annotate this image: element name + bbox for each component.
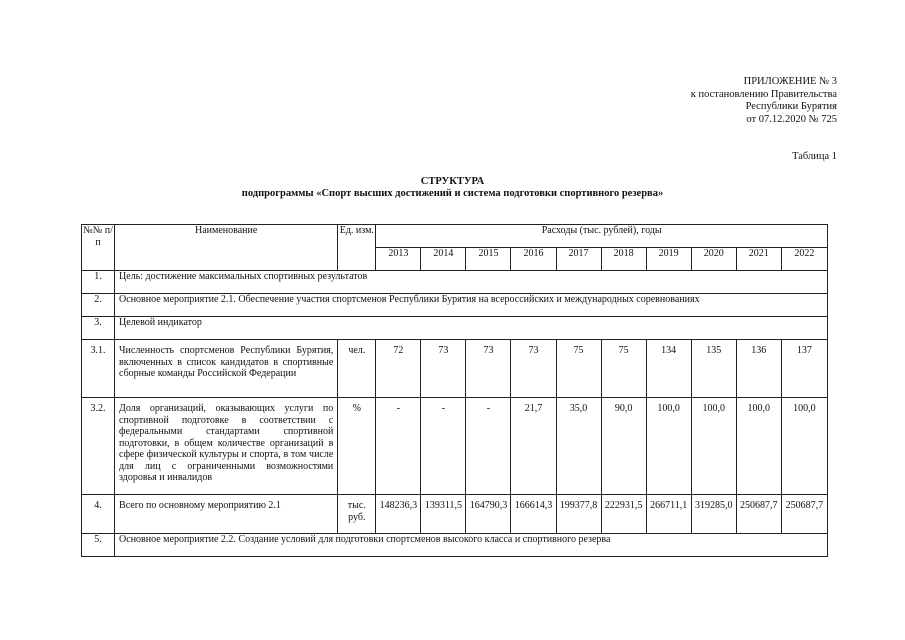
value-cell: 100,0 [691,398,736,495]
header-year: 2016 [511,248,556,271]
value-cell: 100,0 [646,398,691,495]
value-cell: 134 [646,340,691,398]
row-text: Основное мероприятие 2.1. Обеспечение участия спортсменов Республики Бурятия на всероссийских и международных соревнованиях [115,294,828,317]
row-text: Основное мероприятие 2.2. Создание условий для подготовки спортсменов высокого класса и спортивного резерва [115,534,828,557]
header-year: 2018 [601,248,646,271]
value-cell: 250687,7 [736,495,781,534]
header-year: 2020 [691,248,736,271]
value-cell: 250687,7 [781,495,827,534]
header-year: 2021 [736,248,781,271]
header-year: 2022 [781,248,827,271]
header-num: №№ п/п [82,225,115,271]
value-cell: 90,0 [601,398,646,495]
header-unit: Ед. изм. [338,225,376,271]
value-cell: 73 [466,340,511,398]
table-number-label: Таблица 1 [792,151,837,162]
title-main: СТРУКТУРА [420,176,485,187]
table-row-3-2 [82,398,828,495]
value-cell: 73 [421,340,466,398]
value-cell: 164790,3 [466,495,511,534]
structure-table [81,224,828,557]
value-cell: 222931,5 [601,495,646,534]
table-row-indicator [82,317,828,340]
row-number: 2. [82,294,115,317]
row-name: Всего по основному мероприятию 2.1 [115,495,338,534]
value-cell: - [466,398,511,495]
value-cell: 100,0 [736,398,781,495]
row-unit: тыс. руб. [338,495,376,534]
header-row [82,225,828,248]
value-cell: 75 [556,340,601,398]
table-row-activity-2-2 [82,534,828,557]
value-cell: - [376,398,421,495]
row-number: 3.2. [82,398,115,495]
header-year: 2015 [466,248,511,271]
row-name: Численность спортсменов Республики Бурятия, включенных в список кандидатов в спортивные сборные команды Российской Федерации [115,340,338,398]
value-cell: 100,0 [781,398,827,495]
header-year: 2017 [556,248,601,271]
row-number: 3.1. [82,340,115,398]
document-title [0,176,905,200]
appendix-line-resolution: к постановлению Правительства [690,88,837,100]
value-cell: 35,0 [556,398,601,495]
value-cell: 319285,0 [691,495,736,534]
appendix-title: ПРИЛОЖЕНИЕ № 3 [743,76,837,87]
header-name: Наименование [115,225,338,271]
row-number: 5. [82,534,115,557]
value-cell: 166614,3 [511,495,556,534]
row-number: 1. [82,271,115,294]
row-text: Целевой индикатор [115,317,828,340]
row-name: Доля организаций, оказывающих услуги по спортивной подготовке в соответствии с федеральными стандартами спортивной подготовки, в общем количестве организаций в сфере физической культуры и спорта, в том числе для лиц с ограниченными возможностями здоровья и инвалидов [115,398,338,495]
value-cell: 266711,1 [646,495,691,534]
value-cell: 73 [511,340,556,398]
row-number: 4. [82,495,115,534]
value-cell: 72 [376,340,421,398]
value-cell: 137 [781,340,827,398]
row-number: 3. [82,317,115,340]
appendix-block [691,76,837,126]
header-year: 2014 [421,248,466,271]
row-unit: % [338,398,376,495]
header-expenses: Расходы (тыс. рублей), годы [376,225,828,248]
value-cell: 21,7 [511,398,556,495]
table-row-3-1 [82,340,828,398]
header-year: 2019 [646,248,691,271]
appendix-line-date: от 07.12.2020 № 725 [746,113,837,125]
title-subtitle: подпрограммы «Спорт высших достижений и система подготовки спортивного резерва» [241,188,664,199]
table-row-goal [82,271,828,294]
value-cell: - [421,398,466,495]
header-year: 2013 [376,248,421,271]
value-cell: 148236,3 [376,495,421,534]
table-row-activity-2-1 [82,294,828,317]
row-text: Цель: достижение максимальных спортивных результатов [115,271,828,294]
row-unit: чел. [338,340,376,398]
value-cell: 136 [736,340,781,398]
value-cell: 139311,5 [421,495,466,534]
table-row-total-2-1 [82,495,828,534]
value-cell: 75 [601,340,646,398]
appendix-line-republic: Республики Бурятия [745,101,837,112]
value-cell: 135 [691,340,736,398]
value-cell: 199377,8 [556,495,601,534]
